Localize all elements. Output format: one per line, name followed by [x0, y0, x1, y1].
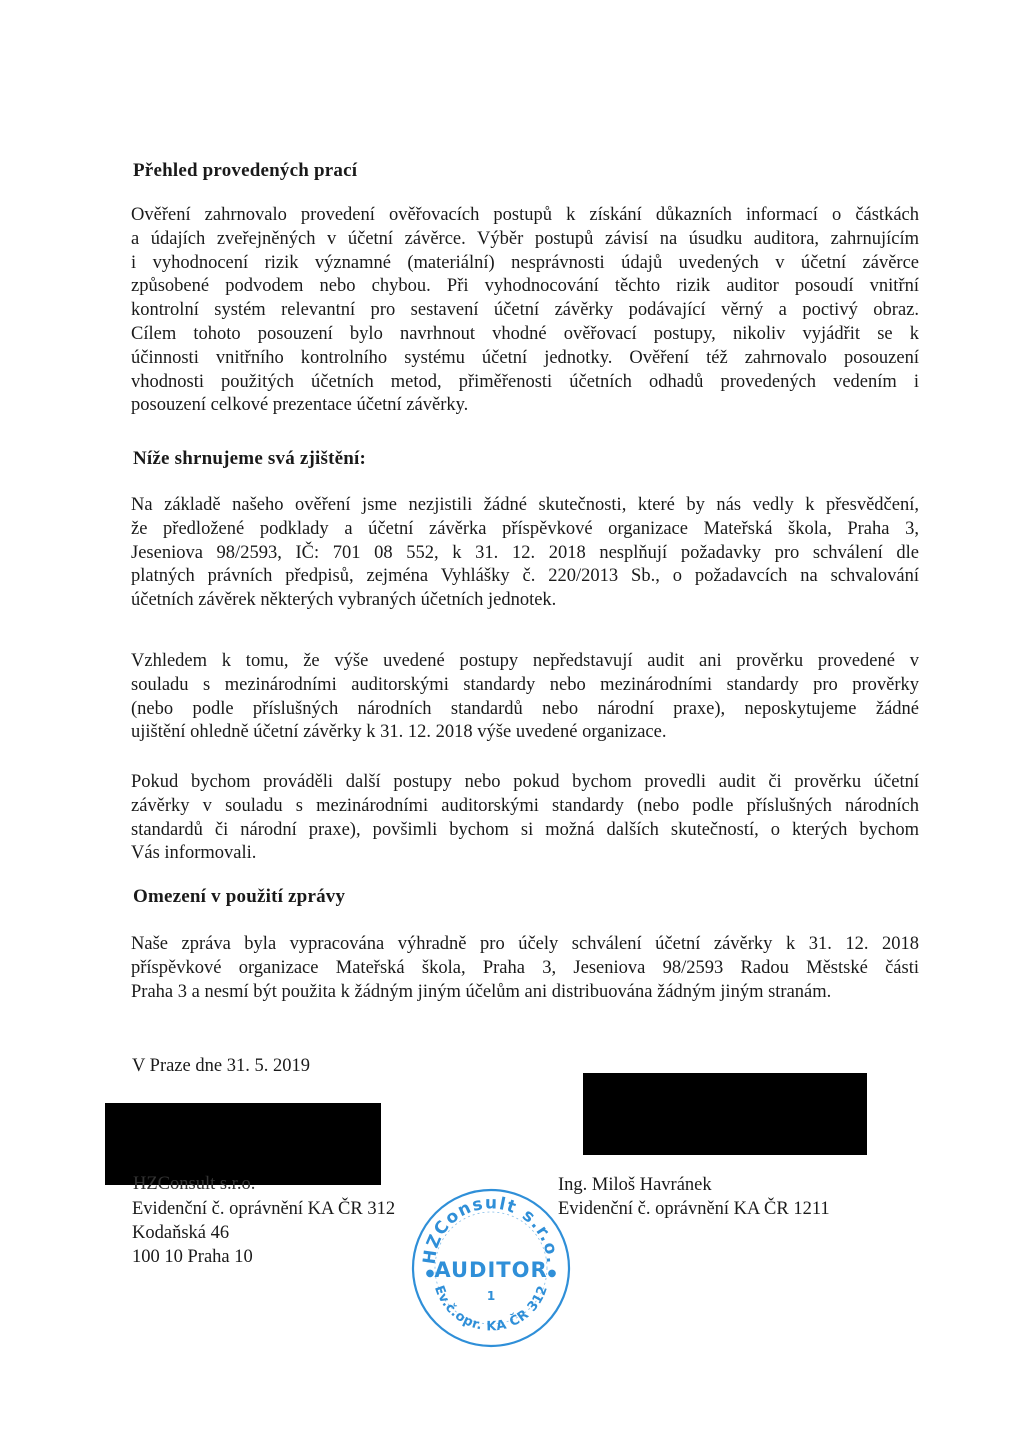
text-line: Na základě našeho ověření jsme nezjistili žádné skutečnosti, které by nás vedly k přesvědčení,: [131, 495, 919, 515]
section-heading-findings: Níže shrnujeme svá zjištění:: [133, 448, 367, 469]
text-line: a údajích zveřejněných v účetní závěrce. Výběr postupů závisí na úsudku auditora, zahrnujícím: [131, 228, 919, 249]
redaction-block-right: [583, 1073, 867, 1155]
paragraph-no-assurance: [131, 650, 919, 745]
text-line: Naše zpráva byla vypracována výhradně pro účely schválení účetní závěrky k 31. 12. 2018: [131, 934, 919, 954]
text-line: že předložené podklady a účetní závěrka příspěvkové organizace Mateřská škola, Praha 3,: [131, 518, 919, 539]
text-line: (nebo podle příslušných národních standardů nebo národní praxe), neposkytujeme žádné: [131, 698, 919, 719]
text-line: kontrolní systém relevantní pro sestavení účetní závěrky podávající věrný a poctivý obraz.: [131, 300, 919, 321]
text-line: vhodnosti použitých účetních metod, přiměřenosti účetních odhadů provedených vedením i: [131, 371, 919, 392]
stamp-bottom-text: Ev.č.opr. KA ČR 312: [431, 1283, 551, 1335]
text-line: Ověření zahrnovalo provedení ověřovacích postupů k získání důkazních informací o částkách: [131, 205, 919, 225]
right-signatory-name: Ing. Miloš Havránek: [558, 1175, 712, 1195]
stamp-number: 1: [486, 1289, 496, 1303]
paragraph-work-overview: [131, 204, 919, 418]
text-line: souladu s mezinárodními auditorskými standardy nebo mezinárodními standardy pro prověrky: [131, 674, 919, 695]
place-date: V Praze dne 31. 5. 2019: [132, 1056, 310, 1076]
left-signatory-block: [132, 1197, 395, 1269]
left-street: Kodaňská 46: [132, 1223, 230, 1243]
paragraph-findings: [131, 494, 919, 613]
left-city: 100 10 Praha 10: [132, 1247, 253, 1267]
text-line: ujištění ohledně účetní závěrky k 31. 12. 2018 výše uvedené organizace.: [131, 722, 667, 743]
stamp-top-text: HZConsult s.r.o.: [419, 1193, 563, 1266]
text-line: platných právních předpisů, zejména Vyhlášky č. 220/2013 Sb., o požadavcích na schvalování: [131, 566, 919, 587]
auditor-stamp: [410, 1187, 572, 1349]
text-line: způsobené podvodem nebo chybou. Při vyhodnocování těchto rizik auditor posoudí vnitřní: [131, 276, 919, 297]
text-line: Cílem tohoto posouzení bylo navrhnout vhodné ověřovací postupy, nikoliv vyjádřit se k: [131, 323, 919, 344]
text-line: Pokud bychom prováděli další postupy nebo pokud bychom provedli audit či prověrku účetní: [131, 772, 919, 792]
right-signatory-block: [558, 1173, 830, 1221]
text-line: Vás informovali.: [131, 843, 257, 864]
text-line: standardů či národní praxe), povšimli bychom si možná dalších skutečností, o kterých bychom: [131, 819, 919, 840]
text-line: účinnosti vnitřního kontrolního systému účetní jednotky. Ověření též zahrnovalo posouzení: [131, 347, 919, 368]
right-license-number: Evidenční č. oprávnění KA ČR 1211: [558, 1199, 830, 1219]
text-line: závěrky v souladu s mezinárodními auditorskými standardy (nebo podle příslušných národních: [131, 795, 919, 816]
text-line: Vzhledem k tomu, že výše uvedené postupy nepředstavují audit ani prověrku provedené v: [131, 651, 919, 671]
text-line: Jeseniova 98/2593, IČ: 701 08 552, k 31. 12. 2018 nesplňují požadavky pro schválení dle: [131, 542, 919, 563]
company-name-partially-redacted: HZConsult s.r.o.: [133, 1174, 256, 1194]
left-license-number: Evidenční č. oprávnění KA ČR 312: [132, 1199, 396, 1219]
svg-text:HZConsult s.r.o.: [420, 1193, 563, 1265]
text-line: příspěvkové organizace Mateřská škola, Praha 3, Jeseniova 98/2593 Radou Městské části: [131, 957, 919, 978]
paragraph-usage-limits: [131, 933, 919, 1004]
section-heading-usage-limits: Omezení v použití zprávy: [133, 886, 346, 907]
text-line: Praha 3 a nesmí být použita k žádným jiným účelům ani distribuována žádným jiným stranám.: [131, 981, 832, 1002]
stamp-center-text: AUDITOR: [434, 1258, 548, 1282]
text-line: účetních závěrek některých vybraných účetních jednotek.: [131, 590, 557, 611]
text-line: posouzení celkové prezentace účetní závěrky.: [131, 395, 469, 416]
text-line: i vyhodnocení rizik významné (materiální) nesprávnosti údajů uvedených v účetní závěrce: [131, 252, 919, 273]
section-heading-work-overview: Přehled provedených prací: [133, 160, 358, 181]
stamp-star-left: ●: [425, 1268, 435, 1279]
paragraph-further-procedures: [131, 771, 919, 866]
stamp-star-right: ●: [547, 1268, 557, 1279]
